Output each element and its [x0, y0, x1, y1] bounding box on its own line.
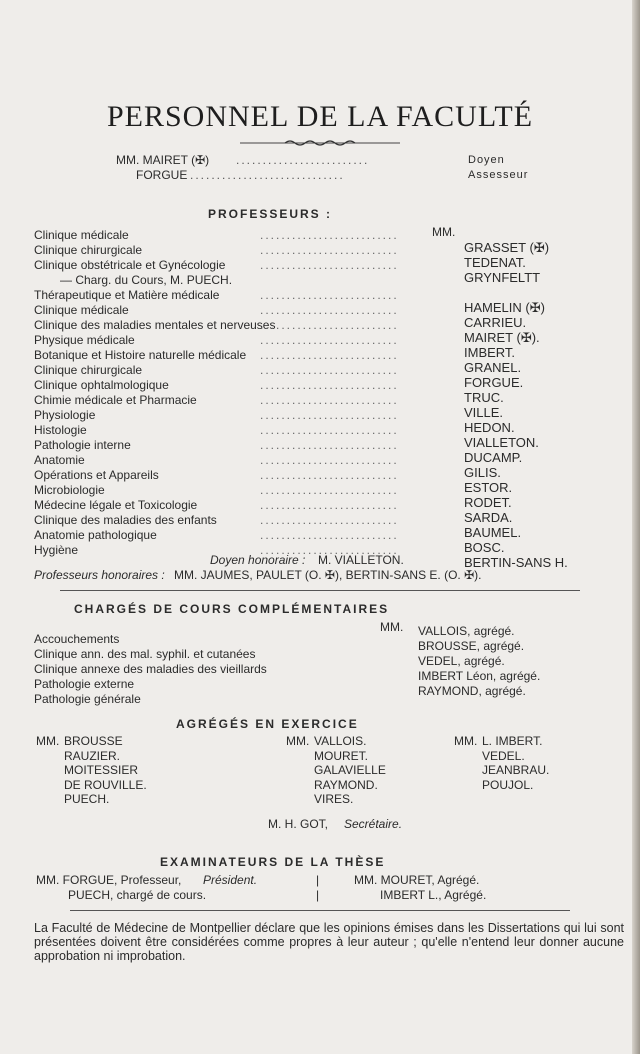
agrege-name: POUJOL.	[482, 777, 534, 792]
course-label: Clinique ann. des mal. syphil. et cutanées	[34, 647, 256, 661]
chair-label: Physiologie	[34, 408, 96, 422]
secretaire-role: Secrétaire.	[344, 817, 403, 831]
examinateur-puech: PUECH, chargé de cours.	[68, 888, 207, 902]
lecturer-name: BROUSSE, agrégé.	[418, 639, 525, 653]
officer-assessor-name: FORGUE	[136, 168, 188, 182]
leader-dots: ..........................	[260, 438, 399, 452]
doyen-honoraire-name: M. VIALLETON.	[318, 553, 404, 567]
professeurs-mm: MM.	[432, 225, 456, 239]
leader-dots: ..........................	[260, 348, 399, 362]
charges-mm: MM.	[380, 620, 404, 634]
professor-name: IMBERT.	[464, 345, 516, 360]
leader-dots: ..........................	[260, 243, 399, 257]
agrege-name: RAUZIER.	[64, 748, 121, 763]
chair-label: Clinique obstétricale et Gynécologie	[34, 258, 226, 272]
leader-dots: ..........................	[260, 498, 399, 512]
course-label: Pathologie externe	[34, 677, 135, 691]
agrege-name: VIRES.	[314, 792, 354, 806]
professor-name: HEDON.	[464, 420, 515, 435]
leader-dots: ..........................	[260, 333, 399, 347]
agrege-name: GALAVIELLE	[314, 763, 386, 777]
agrege-name: VEDEL.	[482, 748, 525, 763]
chair-label: Médecine légale et Toxicologie	[34, 498, 198, 512]
examinateur-mouret: MM. MOURET, Agrégé.	[354, 873, 480, 887]
chair-label: — Charg. du Cours, M. PUECH.	[60, 273, 233, 287]
course-label: Accouchements	[34, 632, 120, 646]
professor-name: TEDENAT.	[464, 255, 526, 270]
course-label: Clinique annexe des maladies des vieillards	[34, 662, 267, 676]
leader-dots: ..........................	[260, 378, 399, 392]
professor-name: RODET.	[464, 495, 512, 510]
agrege-name: PUECH.	[64, 792, 110, 806]
leader-dots: ..........................	[260, 288, 399, 302]
officer-dean-dots: .........................	[236, 153, 370, 167]
secretaire-name: M. H. GOT,	[268, 817, 328, 831]
leader-dots: ..........................	[260, 393, 399, 407]
professor-name: GILIS.	[464, 465, 501, 480]
professor-name: BERTIN-SANS H.	[464, 555, 568, 570]
chair-label: Microbiologie	[34, 483, 105, 497]
lecturer-name: RAYMOND, agrégé.	[418, 684, 526, 698]
professor-name: HAMELIN (✠)	[464, 300, 545, 315]
examinateur-president-role: Président.	[203, 873, 258, 887]
course-label: Pathologie générale	[34, 692, 141, 706]
agrege-name: BROUSSE	[64, 734, 123, 748]
officer-dean-name: MM. MAIRET (✠)	[116, 153, 210, 167]
page-title: PERSONNEL DE LA FACULTÉ	[106, 100, 534, 133]
agreges-mm: MM.	[286, 734, 310, 748]
examinateurs-bar-2: |	[316, 888, 320, 902]
professor-name: TRUC.	[464, 390, 504, 405]
professeurs-honoraires-names: MM. JAUMES, PAULET (O. ✠), BERTIN-SANS E. (O. ✠).	[174, 568, 482, 582]
agrege-name: RAYMOND.	[314, 777, 378, 792]
professor-name: BAUMEL.	[464, 525, 522, 540]
agrege-name: L. IMBERT.	[482, 734, 543, 748]
leader-dots: ..........................	[260, 513, 399, 527]
chair-label: Opérations et Appareils	[34, 468, 159, 482]
chair-label: Botanique et Histoire naturelle médicale	[34, 348, 247, 362]
professor-name: ESTOR.	[464, 480, 513, 495]
chair-label: Clinique médicale	[34, 303, 129, 317]
professor-name: GRANEL.	[464, 360, 522, 375]
professor-name: VIALLETON.	[464, 435, 539, 450]
chair-label: Chimie médicale et Pharmacie	[34, 393, 197, 407]
leader-dots: ..........................	[260, 453, 399, 467]
chair-label: Physique médicale	[34, 333, 135, 347]
agrege-name: MOITESSIER	[64, 763, 139, 777]
professor-name: FORGUE.	[464, 375, 524, 390]
lecturer-name: VEDEL, agrégé.	[418, 654, 505, 668]
agrege-name: JEANBRAU.	[482, 763, 550, 777]
divider	[60, 590, 580, 591]
professor-name: GRYNFELTT	[464, 270, 541, 285]
professor-name: SARDA.	[464, 510, 513, 525]
title-ornament	[240, 138, 400, 148]
leader-dots: ..........................	[260, 363, 399, 377]
agrege-name: DE ROUVILLE.	[64, 777, 147, 792]
agrege-name: MOURET.	[314, 748, 368, 763]
examinateurs-heading: EXAMINATEURS DE LA THÈSE	[160, 855, 386, 869]
page-edge-shadow	[632, 0, 640, 1054]
chair-label: Clinique ophtalmologique	[34, 378, 169, 392]
leader-dots: ..........................	[260, 543, 399, 557]
professeurs-honoraires-label: Professeurs honoraires :	[34, 568, 165, 582]
chair-label: Clinique des maladies mentales et nerveuses	[34, 318, 276, 332]
faculty-disclaimer: La Faculté de Médecine de Montpellier déclare que les opinions émises dans les Dissertations qui lui sont présentées doivent être considérées comme propres à leur auteur ; qu'elle n'entend leur donner aucune approbation ni improbation.	[34, 921, 624, 963]
chair-label: Pathologie interne	[34, 438, 131, 452]
examinateur-president: MM. FORGUE, Professeur,	[36, 873, 182, 887]
officer-dean-role: Doyen	[468, 154, 505, 166]
chair-label: Thérapeutique et Matière médicale	[34, 288, 220, 302]
professor-name: MAIRET (✠).	[464, 330, 540, 345]
officer-assessor-role: Assesseur	[468, 169, 529, 181]
lecturer-name: IMBERT Léon, agrégé.	[418, 669, 541, 683]
professor-name: CARRIEU.	[464, 315, 527, 330]
leader-dots: ..........................	[260, 318, 399, 332]
examinateurs-bar: |	[316, 873, 320, 887]
chair-label: Anatomie pathologique	[34, 528, 157, 542]
divider-2	[70, 910, 570, 911]
doyen-honoraire-label: Doyen honoraire :	[210, 553, 306, 567]
officer-assessor-dots: .............................	[190, 168, 345, 182]
leader-dots: ..........................	[260, 303, 399, 317]
agreges-mm: MM.	[454, 734, 478, 748]
leader-dots: ..........................	[260, 258, 399, 272]
leader-dots: ..........................	[260, 408, 399, 422]
leader-dots: ..........................	[260, 423, 399, 437]
leader-dots: ..........................	[260, 528, 399, 542]
professor-name: GRASSET (✠)	[464, 240, 550, 255]
chair-label: Anatomie	[34, 453, 85, 467]
chair-label: Clinique des maladies des enfants	[34, 513, 217, 527]
chair-label: Clinique chirurgicale	[34, 243, 143, 257]
professeurs-heading: PROFESSEURS :	[208, 207, 333, 221]
leader-dots: ..........................	[260, 468, 399, 482]
professor-name: DUCAMP.	[464, 450, 523, 465]
agreges-mm: MM.	[36, 734, 60, 748]
professor-name: VILLE.	[464, 405, 504, 420]
chair-label: Histologie	[34, 423, 87, 437]
leader-dots: ..........................	[260, 228, 399, 242]
examinateur-imbert: IMBERT L., Agrégé.	[380, 888, 487, 902]
leader-dots: ..........................	[260, 483, 399, 497]
chair-label: Hygiène	[34, 543, 79, 557]
charges-heading: CHARGÉS DE COURS COMPLÉMENTAIRES	[74, 602, 390, 616]
lecturer-name: VALLOIS, agrégé.	[418, 624, 515, 638]
agrege-name: VALLOIS.	[314, 734, 367, 748]
chair-label: Clinique chirurgicale	[34, 363, 143, 377]
chair-label: Clinique médicale	[34, 228, 129, 242]
agreges-heading: AGRÉGÉS EN EXERCICE	[176, 717, 359, 731]
professor-name: BOSC.	[464, 540, 505, 555]
